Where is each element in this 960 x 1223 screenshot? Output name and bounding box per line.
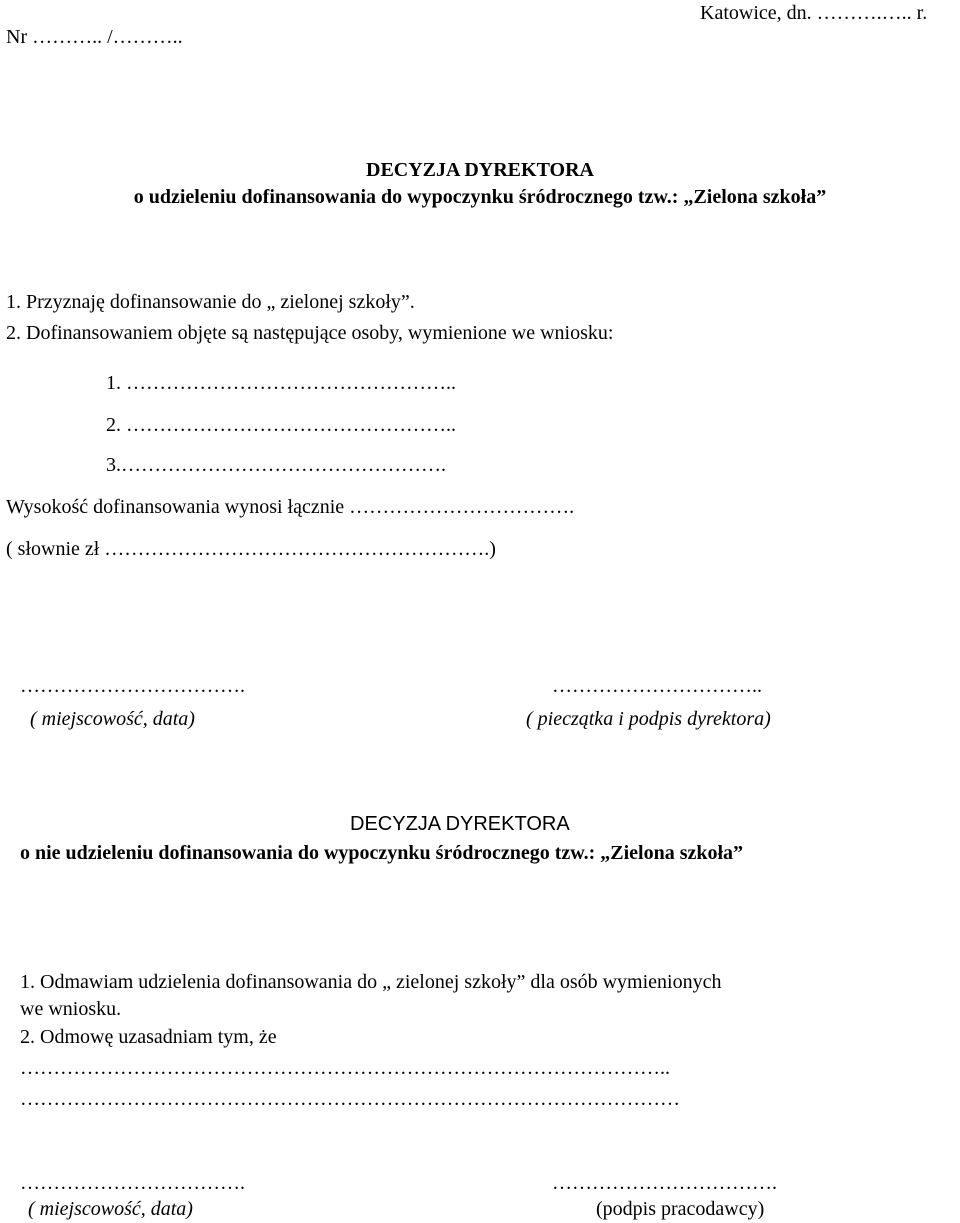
refuse-item-1-line-2: we wniosku. <box>20 998 122 1020</box>
amount-in-words: ( słownie zł ………………………………………………….) <box>6 538 496 560</box>
grant-item-2: 2. Dofinansowaniem objęte są następujące osoby, wymienione we wniosku: <box>6 322 614 344</box>
amount-total: Wysokość dofinansowania wynosi łącznie ……………………………. <box>6 496 575 518</box>
justification-line-2: ……………………………………………………………………………………… <box>20 1088 680 1110</box>
grant-sign-right-label: ( pieczątka i podpis dyrektora) <box>526 708 771 730</box>
document-number: Nr ……….. /……….. <box>6 26 183 48</box>
refuse-sign-right-dots: ……………………………. <box>552 1172 777 1194</box>
justification-line-1: …………………………………………………………………………………….. <box>20 1057 670 1079</box>
refuse-item-2: 2. Odmowę uzasadniam tym, że <box>20 1026 277 1048</box>
place-date: Katowice, dn. ……….….. r. <box>700 2 928 24</box>
refuse-sign-left-dots: ……………………………. <box>20 1172 245 1194</box>
refuse-sign-left-label: ( miejscowość, data) <box>28 1198 193 1220</box>
person-line-2: 2. ………………………………………….. <box>106 414 456 436</box>
grant-sign-left-label: ( miejscowość, data) <box>30 708 195 730</box>
refuse-sign-right-label: (podpis pracodawcy) <box>596 1198 765 1220</box>
refuse-title: DECYZJA DYREKTORA <box>350 813 570 835</box>
grant-sign-left-dots: ……………………………. <box>20 675 245 697</box>
person-line-1: 1. ………………………………………….. <box>106 372 456 394</box>
grant-sign-right-dots: ………………………….. <box>552 675 762 697</box>
grant-subtitle: o udzieleniu dofinansowania do wypoczynku śródrocznego tzw.: „Zielona szkoła” <box>133 186 827 208</box>
grant-title: DECYZJA DYREKTORA <box>366 159 594 181</box>
grant-item-1: 1. Przyznaję dofinansowanie do „ zielonej szkoły”. <box>6 291 415 313</box>
person-line-3: 3.…………………………………………. <box>106 454 446 476</box>
refuse-subtitle: o nie udzieleniu dofinansowania do wypoczynku śródrocznego tzw.: „Zielona szkoła” <box>20 842 744 864</box>
refuse-item-1-line-1: 1. Odmawiam udzielenia dofinansowania do „ zielonej szkoły” dla osób wymienionych <box>20 971 722 993</box>
